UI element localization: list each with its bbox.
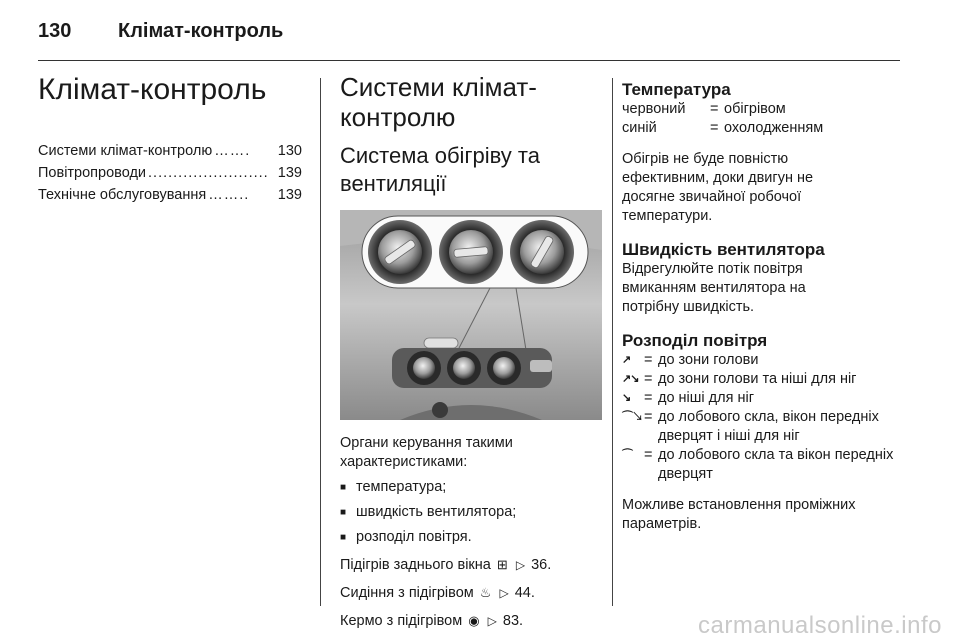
temperature-knob-small [407,351,441,385]
fan-knob-large [439,220,503,284]
distribution-text: до зони голови [658,352,759,368]
equals-sign: = [710,101,719,117]
distribution-row [622,408,912,446]
toc-entry-label: Системи клімат-контролю [38,143,213,159]
equals-sign: = [644,447,653,463]
distribution-text: до лобового скла, вікон передніх дверцят і ніші для ніг [658,409,879,444]
bullet-square-icon: ■ [340,482,347,493]
page-reference-arrow-icon: ▷ [487,614,497,628]
watermark: carmanualsonline.info [698,612,942,639]
rear-window-heating-icon: ⊞ [496,557,508,572]
equals-sign: = [644,371,653,387]
climate-control-panel-photo [340,210,602,420]
reference-text: Сидіння з підігрівом [340,585,474,601]
list-item [340,528,602,547]
toc-leader-dots: ........................ [148,165,269,181]
list-item-text: температура; [356,479,447,495]
toc-entry[interactable] [38,184,302,206]
page-header-title: Клімат-контроль [118,20,284,42]
fan-speed-text: Відрегулюйте потік повітря вмиканням вентилятора на потрібну швидкість. [622,261,806,315]
temperature-color-key: синій [622,120,657,136]
reference-page: 44. [514,585,535,601]
temperature-row-red [622,100,912,119]
controls-list [340,478,602,547]
heated-seat-icon: ♨ [479,585,492,600]
distribution-knob-small [487,351,521,385]
distribution-text: до ніші для ніг [658,390,754,406]
bullet-square-icon: ■ [340,532,347,543]
temperature-meaning: охолодженням [724,120,824,136]
head-airflow-icon: ↗ [622,354,631,366]
page-reference-arrow-icon: ▷ [515,558,526,572]
temperature-heading: Температура [622,80,731,99]
distribution-row [622,446,912,484]
distribution-row [622,351,912,370]
distribution-knob-large [510,220,574,284]
toc-entry-page: 139 [277,165,302,181]
chapter-title: Клімат-контроль [38,73,267,106]
cross-reference-heated-steering-wheel[interactable] [340,611,602,631]
section-heading: Системи клімат-контролю [340,72,537,132]
table-of-contents [38,140,302,206]
temperature-note: Обігрів не буде повністю ефективним, доки двигун не досягне звичайної робочої температури. [622,151,814,224]
temperature-row-blue [622,119,912,138]
toc-entry[interactable] [38,162,302,184]
fan-knob-small [447,351,481,385]
equals-sign: = [644,390,653,406]
temperature-meaning: обігрівом [724,101,786,117]
cross-reference-heated-seats[interactable] [340,583,602,603]
column-divider-right [612,78,613,606]
page-header [38,10,900,50]
details-column [622,80,912,534]
list-item [340,478,602,497]
distribution-text: до зони голови та ніші для ніг [658,371,857,387]
chapter-column [38,72,302,206]
windscreen-foot-airflow-icon: ⌒↘ [622,411,642,423]
toc-entry-label: Повітропроводи [38,165,147,181]
toc-leader-dots: ……. [214,143,251,159]
foot-airflow-icon: ↘ [622,392,631,404]
subsection-heading: Система обігріву та вентиляції [340,143,540,196]
page-number: 130 [38,20,72,42]
equals-sign: = [644,352,653,368]
toc-entry-page: 130 [277,143,302,159]
toc-leader-dots: …….. [208,187,250,203]
systems-column [340,72,602,631]
distribution-note: Можливе встановлення проміжних параметрів. [622,497,856,532]
windscreen-airflow-icon: ⌒ [622,449,632,461]
list-item-text: розподіл повітря. [356,529,472,545]
reference-text: Підігрів заднього вікна [340,557,491,573]
cross-reference-rear-window[interactable] [340,555,602,575]
controls-intro: Органи керування такими характеристиками: [340,435,513,470]
toc-entry-label: Технічне обслуговування [38,187,207,203]
distribution-row [622,389,912,408]
reference-page: 83. [502,613,524,629]
fan-speed-heading: Швидкість вентилятора [622,240,825,259]
reference-text: Кермо з підігрівом [340,613,463,629]
air-distribution-heading: Розподіл повітря [622,331,768,350]
heated-steering-wheel-icon: ◉ [468,613,480,628]
list-item-text: швидкість вентилятора; [356,504,517,520]
page-reference-arrow-icon: ▷ [499,586,509,600]
toc-entry[interactable] [38,140,302,162]
equals-sign: = [710,120,719,136]
temperature-color-key: червоний [622,101,686,117]
distribution-text: до лобового скла та вікон передніх дверцят [658,447,894,482]
equals-sign: = [644,409,653,425]
list-item [340,503,602,522]
reference-page: 36. [531,557,552,573]
distribution-row [622,370,912,389]
temperature-knob-large [368,220,432,284]
head-foot-airflow-icon: ↗↘ [622,373,639,385]
header-rule [38,60,900,61]
column-divider-left [320,78,321,606]
bullet-square-icon: ■ [340,507,347,518]
toc-entry-page: 139 [277,187,302,203]
